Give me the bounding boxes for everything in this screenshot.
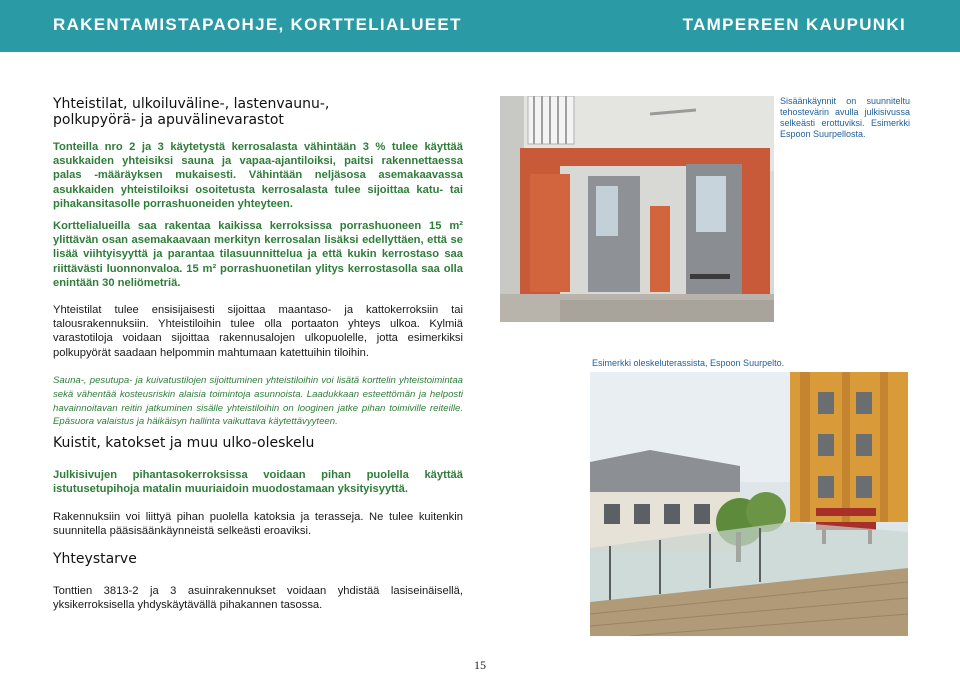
section-yhteistilat (53, 96, 463, 128)
terrace-photo (590, 372, 908, 636)
entrance-photo (500, 96, 774, 322)
header-banner (0, 0, 960, 52)
green-paragraph: Julkisivujen pihantasokerroksissa voidaan pihan puolella käyttää istutusetupihoja matalin muuriaidoin muodostamaan yksityisyyttä. (53, 469, 463, 496)
page-number: 15 (474, 658, 486, 672)
body-paragraph: Tonttien 3813-2 ja 3 asuinrakennukset voidaan yhdistää lasiseinäisellä, yksikerroksisella yhdyskäytävällä pihakannen tasossa. (53, 585, 463, 612)
entrance-illustration (500, 96, 774, 322)
body-paragraph: Yhteistilat tulee ensisijaisesti sijoittaa maantaso- ja kattokerroksiin tai talousrakennuksiin. Yhteistiloihin tulee olla portaaton yhteys ulkoa. Kylmiä varastotiloja voidaan sijoittaa rakennusalojen ulkopuolelle, jotta esimerkiksi polkupyörät saadaan helpommin mahtumaan katettuihin tiloihin. (53, 304, 463, 359)
document-title: RAKENTAMISTAPAOHJE, KORTTELIALUEET (53, 15, 462, 34)
section-heading: Kuistit, katokset ja muu ulko-oleskelu (53, 435, 315, 451)
green-paragraph: Korttelialueilla saa rakentaa kaikissa kerroksissa porrashuoneen 15 m² ylittävän osan asemakaavaan merkityn kerrosalan lisäksi edellyttäen, että se lisää viihtyisyyttä ja parantaa tilasuunnittelua ja että kukin kerrostaso saa riittävästi luonnonvaloa. 15 m² porrashuonetilan ylitys kerrostasolla saa olla enintään 30 neliömetriä. (53, 220, 463, 289)
heading-line: polkupyörä- ja apuvälinevarastot (53, 112, 284, 128)
italic-note: Sauna-, pesutupa- ja kuivatustilojen sijoittuminen yhteistiloihin voi lisätä korttelin yhteistoimintaa sekä vähentää kosteusriskin alaisia toimintoja asunnoista. Laadukkaan esteettömän ja helposti havainnoitavan reitin jatkuminen sisälle yhteistiloihin on looginen jatke pihan toimiville reiteille. Epäsuora valaistus ja häikäisyn hallinta vaikuttava käytettävyyteen. (53, 375, 463, 428)
section-heading: Yhteystarve (53, 551, 137, 567)
section-heading (53, 96, 463, 128)
green-paragraph: Tonteilla nro 2 ja 3 käytetystä kerrosalasta vähintään 3 % tulee käyttää asukkaiden yhteisiksi sauna ja vapaa-ajantiloiksi, paitsi rakennettaessa palas -määräyksen mukaisesti. Vähintään neljäsosa asemakaavassa asukkaiden yhteistiloiksi osoitetusta kerrosalasta tulee sijoittaa katu- tai pihakansitasolle porrashuoneiden yhteyteen. (53, 141, 463, 210)
publisher-name: TAMPEREEN KAUPUNKI (682, 15, 906, 34)
photo-caption: Sisäänkäynnit on suunniteltu tehostevärin avulla julkisivussa selkeästi erottuviksi. Esimerkki Espoon Suurpellosta. (780, 96, 910, 139)
terrace-illustration (590, 372, 908, 636)
heading-line: Yhteistilat, ulkoiluväline-, lastenvaunu-, (53, 96, 330, 112)
body-paragraph: Rakennuksiin voi liittyä pihan puolella katoksia ja terasseja. Ne tulee kuitenkin suunnitella pääsisäänkäynneistä selkeästi eroaviksi. (53, 511, 463, 538)
photo-caption: Esimerkki oleskeluterassista, Espoon Suurpelto. (592, 358, 785, 368)
